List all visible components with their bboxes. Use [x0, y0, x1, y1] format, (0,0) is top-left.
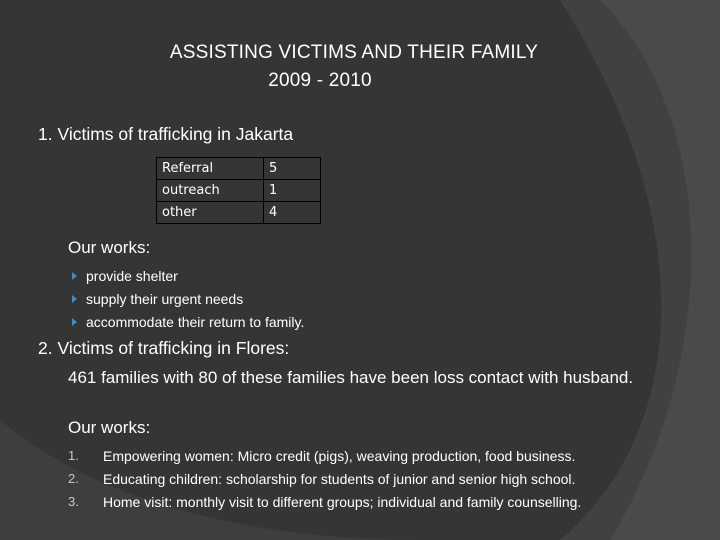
section2-families-text: 461 families with 80 of these families have been loss contact with husband. [68, 368, 634, 387]
section2-heading: 2. Victims of trafficking in Flores: [38, 338, 290, 358]
table-cell-value: 5 [264, 158, 321, 180]
list-item [72, 287, 304, 310]
table-row [157, 202, 321, 224]
table-cell-value: 1 [264, 180, 321, 202]
slide-title: ASSISTING VICTIMS AND THEIR FAMILY [169, 42, 539, 63]
list-item-text: Educating children: scholarship for students of junior and senior high school. [103, 470, 576, 487]
bullet-icon [72, 295, 77, 303]
table-cell-label: Referral [157, 158, 264, 180]
section1-heading: 1. Victims of trafficking in Jakarta [38, 124, 294, 144]
section2-our-works-label: Our works: [68, 418, 151, 437]
list-item-number: 1. [68, 448, 79, 463]
list-item-text: Home visit: monthly visit to different groups; individual and family counselling. [103, 493, 582, 510]
slide-subtitle-years: 2009 - 2010 [268, 70, 372, 91]
list-item-text: Empowering women: Micro credit (pigs), weaving production, food business. [103, 447, 576, 464]
list-item [72, 310, 304, 333]
list-item [72, 264, 304, 287]
jakarta-victims-table [156, 157, 321, 224]
list-item-number: 3. [68, 494, 79, 509]
list-item-number: 2. [68, 471, 79, 486]
table-cell-label: other [157, 202, 264, 224]
list-item-text: supply their urgent needs [86, 290, 244, 307]
table-row [157, 180, 321, 202]
list-item [68, 467, 581, 490]
table-cell-label: outreach [157, 180, 264, 202]
bullet-icon [72, 318, 77, 326]
table-row [157, 158, 321, 180]
list-item [68, 490, 581, 513]
section1-bullet-list [72, 264, 304, 333]
section1-our-works-label: Our works: [68, 238, 151, 257]
section2-numbered-list [68, 444, 581, 513]
list-item [68, 444, 581, 467]
list-item-text: provide shelter [86, 267, 178, 284]
table-cell-value: 4 [264, 202, 321, 224]
list-item-text: accommodate their return to family. [86, 313, 305, 330]
bullet-icon [72, 272, 77, 280]
